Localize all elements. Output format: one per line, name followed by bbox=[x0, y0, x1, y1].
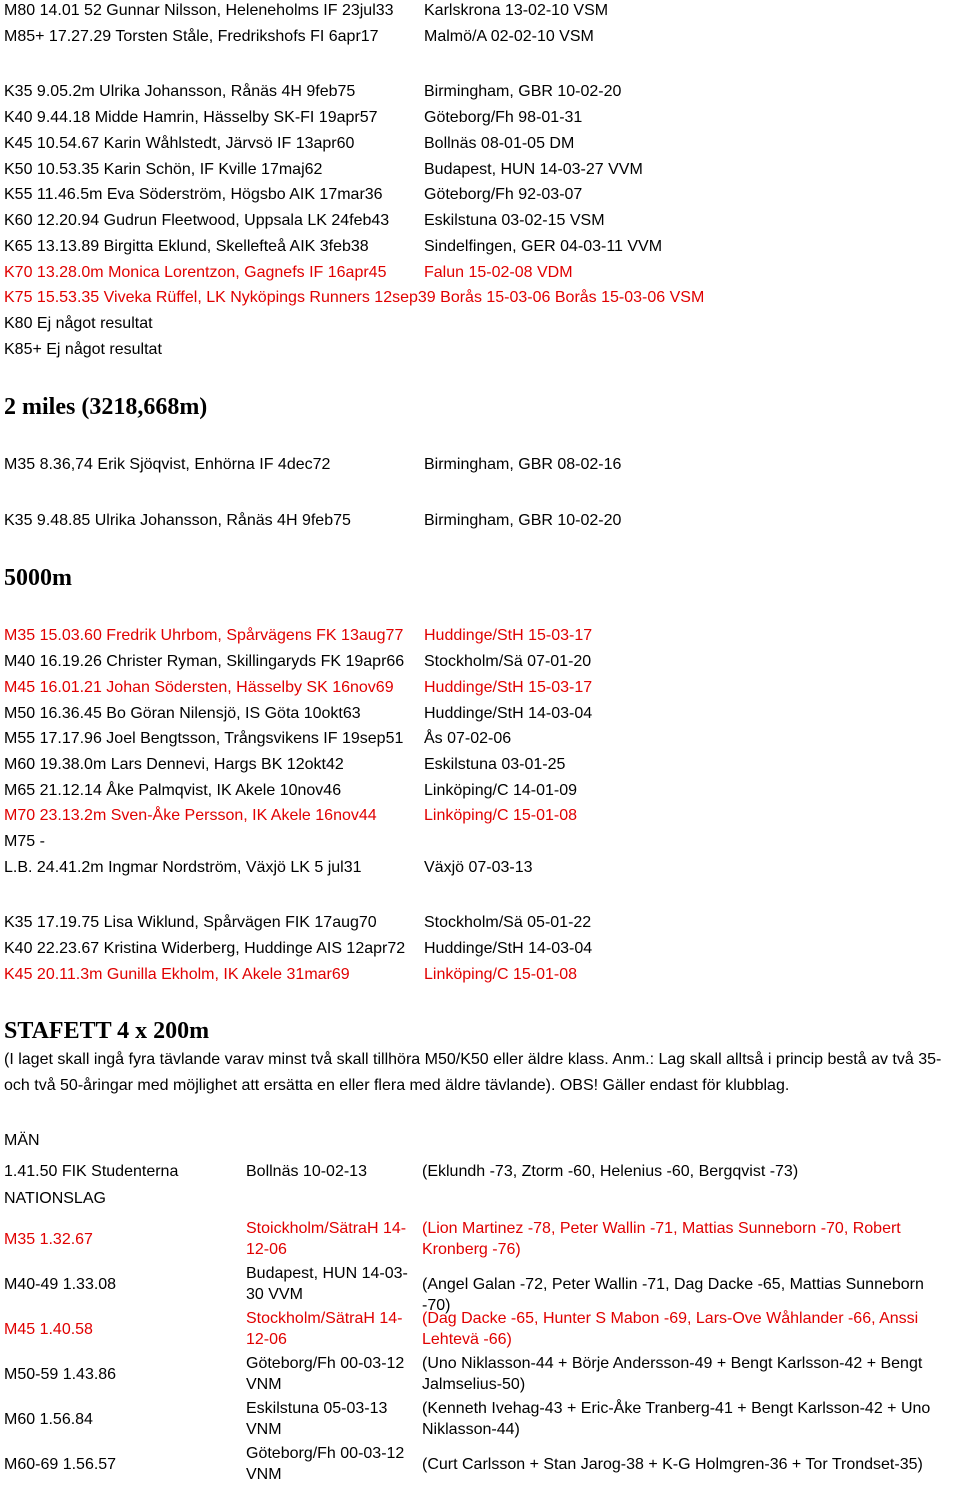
relay-time: 1.41.50 FIK Studenterna bbox=[4, 1163, 179, 1180]
record-athlete: M75 - bbox=[4, 833, 45, 850]
record-athlete: M55 17.17.96 Joel Bengtsson, Trångsvikens IF 19sep51 bbox=[4, 730, 404, 747]
record-athlete: K45 10.54.67 Karin Wåhlstedt, Järvsö IF 13apr60 bbox=[4, 135, 355, 152]
relay-team-members: (Dag Dacke -65, Hunter S Mabon -69, Lars-Ove Wåhlander -66, Anssi Lehtevä -66) bbox=[422, 1310, 919, 1348]
relay-venue: Göteborg/Fh 00-03-12 VNM bbox=[246, 1355, 405, 1393]
relay-time: M50-59 1.43.86 bbox=[4, 1366, 117, 1383]
5000m-heading: 5000m bbox=[4, 565, 72, 591]
record-venue: Linköping/C 15-01-08 bbox=[424, 807, 577, 824]
relay-time: M45 1.40.58 bbox=[4, 1321, 93, 1338]
record-athlete: K35 17.19.75 Lisa Wiklund, Spårvägen FIK 17aug70 bbox=[4, 914, 377, 931]
record-venue: Budapest, HUN 14-03-27 VVM bbox=[424, 161, 643, 178]
record-venue: Linköping/C 14-01-09 bbox=[424, 782, 577, 799]
record-venue: Karlskrona 13-02-10 VSM bbox=[424, 2, 609, 19]
record-athlete: K65 13.13.89 Birgitta Eklund, Skellefteå AIK 3feb38 bbox=[4, 238, 369, 255]
record-athlete: M50 16.36.45 Bo Göran Nilensjö, IS Göta 10okt63 bbox=[4, 705, 361, 722]
relay-venue: Budapest, HUN 14-03-30 VVM bbox=[246, 1265, 408, 1303]
record-venue: Huddinge/StH 15-03-17 bbox=[424, 679, 593, 696]
relay-rules-note: (I laget skall ingå fyra tävlande varav minst två skall tillhöra M50/K50 eller äldre klass. Anm.: Lag skall alltså i princip bestå av två 35- och två 50-åringar med möjlighet att ersätta en eller flera med äldre tävlande). OBS! Gäller endast för klubblag. bbox=[4, 1051, 942, 1094]
national-teams-label: NATIONSLAG bbox=[4, 1190, 106, 1207]
men-label: MÄN bbox=[4, 1132, 40, 1149]
record-venue: Birmingham, GBR 10-02-20 bbox=[424, 83, 622, 100]
relay-venue: Stoickholm/SätraH 14-12-06 bbox=[246, 1220, 407, 1258]
record-athlete: K85+ Ej något resultat bbox=[4, 341, 162, 358]
relay-time: M60-69 1.56.57 bbox=[4, 1456, 117, 1473]
record-athlete: K35 9.48.85 Ulrika Johansson, Rånäs 4H 9feb75 bbox=[4, 512, 351, 529]
record-venue: Falun 15-02-08 VDM bbox=[424, 264, 573, 281]
relay-venue: Göteborg/Fh 00-03-12 VNM bbox=[246, 1445, 405, 1483]
record-venue: Birmingham, GBR 10-02-20 bbox=[424, 512, 622, 529]
record-athlete: M45 16.01.21 Johan Södersten, Hässelby SK 16nov69 bbox=[4, 679, 394, 696]
record-athlete: K55 11.46.5m Eva Söderström, Högsbo AIK 17mar36 bbox=[4, 186, 383, 203]
record-venue: Eskilstuna 03-01-25 bbox=[424, 756, 566, 773]
record-athlete: K70 13.28.0m Monica Lorentzon, Gagnefs IF 16apr45 bbox=[4, 264, 387, 281]
record-athlete: K60 12.20.94 Gudrun Fleetwood, Uppsala LK 24feb43 bbox=[4, 212, 390, 229]
relay-team-members: (Uno Niklasson-44 + Börje Andersson-49 + Bengt Karlsson-42 + Bengt Jalmselius-50) bbox=[422, 1355, 923, 1393]
record-athlete: M65 21.12.14 Åke Palmqvist, IK Akele 10nov46 bbox=[4, 782, 342, 799]
record-athlete: M35 15.03.60 Fredrik Uhrbom, Spårvägens FK 13aug77 bbox=[4, 627, 404, 644]
relay-venue: Stockholm/SätraH 14-12-06 bbox=[246, 1310, 403, 1348]
record-venue: Stockholm/Sä 05-01-22 bbox=[424, 914, 592, 931]
record-athlete: M40 16.19.26 Christer Ryman, Skillingaryds FK 19apr66 bbox=[4, 653, 405, 670]
record-venue: Birmingham, GBR 08-02-16 bbox=[424, 456, 622, 473]
record-athlete: K80 Ej något resultat bbox=[4, 315, 153, 332]
relay-team-members: (Curt Carlsson + Stan Jarog-38 + K-G Holmgren-36 + Tor Trondset-35) bbox=[422, 1456, 923, 1473]
record-venue: Växjö 07-03-13 bbox=[424, 859, 533, 876]
record-venue: Malmö/A 02-02-10 VSM bbox=[424, 28, 594, 45]
record-athlete: K35 9.05.2m Ulrika Johansson, Rånäs 4H 9feb75 bbox=[4, 83, 356, 100]
record-venue: Eskilstuna 03-02-15 VSM bbox=[424, 212, 605, 229]
record-athlete: M85+ 17.27.29 Torsten Ståle, Fredrikshofs FI 6apr17 bbox=[4, 28, 379, 45]
record-athlete: M70 23.13.2m Sven-Åke Persson, IK Akele 16nov44 bbox=[4, 807, 377, 824]
record-athlete: L.B. 24.41.2m Ingmar Nordström, Växjö LK 5 jul31 bbox=[4, 859, 362, 876]
record-athlete: M35 8.36,74 Erik Sjöqvist, Enhörna IF 4dec72 bbox=[4, 456, 331, 473]
record-venue: Linköping/C 15-01-08 bbox=[424, 966, 577, 983]
relay-time: M60 1.56.84 bbox=[4, 1411, 93, 1428]
record-venue: Ås 07-02-06 bbox=[424, 730, 512, 747]
record-venue: Göteborg/Fh 98-01-31 bbox=[424, 109, 583, 126]
record-athlete: K40 9.44.18 Midde Hamrin, Hässelby SK-FI 19apr57 bbox=[4, 109, 378, 126]
record-venue: Bollnäs 08-01-05 DM bbox=[424, 135, 575, 152]
record-athlete: M80 14.01 52 Gunnar Nilsson, Heleneholms IF 23jul33 bbox=[4, 2, 394, 19]
record-venue: Sindelfingen, GER 04-03-11 VVM bbox=[424, 238, 663, 255]
relay-team-members: (Angel Galan -72, Peter Wallin -71, Dag Dacke -65, Mattias Sunneborn -70) bbox=[422, 1276, 924, 1314]
relay-team-members: (Kenneth Ivehag-43 + Eric-Åke Tranberg-41 + Bengt Karlsson-42 + Uno Niklasson-44) bbox=[422, 1400, 931, 1438]
relay-time: M35 1.32.67 bbox=[4, 1231, 93, 1248]
record-athlete: K45 20.11.3m Gunilla Ekholm, IK Akele 31mar69 bbox=[4, 966, 350, 983]
relay-team-members: (Lion Martinez -78, Peter Wallin -71, Mattias Sunneborn -70, Robert Kronberg -76) bbox=[422, 1220, 901, 1258]
two-miles-heading: 2 miles (3218,668m) bbox=[4, 394, 208, 420]
record-athlete: K50 10.53.35 Karin Schön, IF Kville 17maj62 bbox=[4, 161, 323, 178]
relay-heading: STAFETT 4 x 200m bbox=[4, 1018, 210, 1044]
record-athlete: M60 19.38.0m Lars Dennevi, Hargs BK 12okt42 bbox=[4, 756, 344, 773]
record-athlete: K40 22.23.67 Kristina Widerberg, Huddinge AIS 12apr72 bbox=[4, 940, 406, 957]
relay-time: M40-49 1.33.08 bbox=[4, 1276, 117, 1293]
record-venue: Huddinge/StH 14-03-04 bbox=[424, 705, 593, 722]
record-venue: Huddinge/StH 14-03-04 bbox=[424, 940, 593, 957]
relay-venue: Bollnäs 10-02-13 bbox=[246, 1163, 367, 1180]
record-venue: Göteborg/Fh 92-03-07 bbox=[424, 186, 583, 203]
record-venue: Stockholm/Sä 07-01-20 bbox=[424, 653, 592, 670]
record-athlete: K75 15.53.35 Viveka Rüffel, LK Nyköpings Runners 12sep39 Borås 15-03-06 Borås 15-03-06 VSM bbox=[4, 289, 705, 306]
relay-venue: Eskilstuna 05-03-13 VNM bbox=[246, 1400, 388, 1438]
relay-team-members: (Eklundh -73, Ztorm -60, Helenius -60, Bergqvist -73) bbox=[422, 1163, 799, 1180]
record-venue: Huddinge/StH 15-03-17 bbox=[424, 627, 593, 644]
